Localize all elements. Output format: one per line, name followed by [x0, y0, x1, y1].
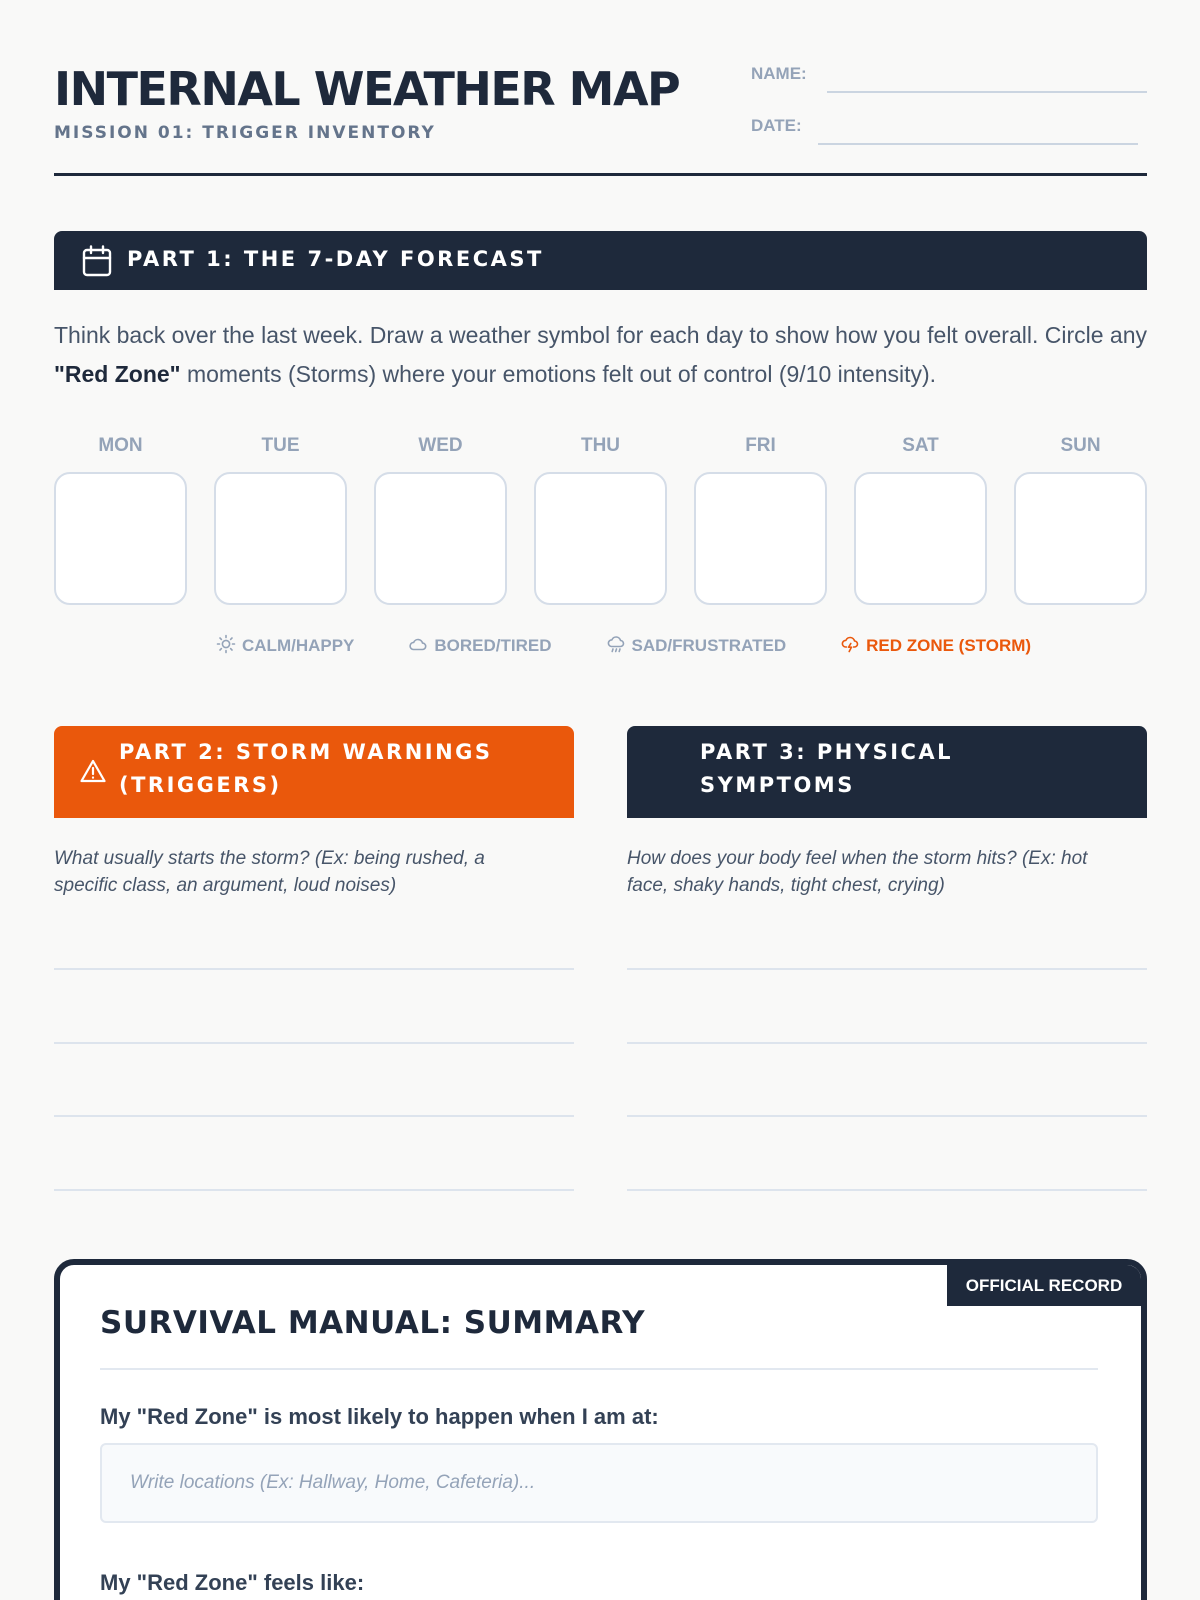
storm-cloud-icon	[840, 634, 866, 659]
part3-title-line1: PART 3: PHYSICAL	[700, 740, 954, 764]
feeling-question: My "Red Zone" feels like:	[100, 1570, 365, 1595]
location-question: My "Red Zone" is most likely to happen when I am at:	[100, 1404, 659, 1429]
day-label: FRI	[745, 435, 776, 456]
day-sun	[1014, 432, 1147, 605]
forecast-grid	[54, 432, 1147, 607]
summary-divider	[100, 1368, 1098, 1370]
name-field[interactable]	[827, 91, 1147, 93]
legend-item	[606, 634, 787, 659]
name-label: NAME:	[751, 64, 807, 83]
day-drawing-box[interactable]	[374, 472, 507, 605]
location-input[interactable]	[100, 1443, 1098, 1523]
part2-title-line1: PART 2: STORM WARNINGS	[119, 740, 493, 764]
day-drawing-box[interactable]	[854, 472, 987, 605]
day-label: THU	[580, 435, 621, 456]
part2-prompt: What usually starts the storm? (Ex: being rushed, a specific class, an argument, loud noises)	[54, 848, 485, 896]
day-label: SAT	[902, 435, 939, 456]
day-drawing-box[interactable]	[54, 472, 187, 605]
page-subtitle: MISSION 01: TRIGGER INVENTORY	[54, 123, 436, 143]
triggers-line-3[interactable]	[54, 1115, 574, 1117]
day-tue	[214, 432, 347, 605]
symptoms-line-2[interactable]	[627, 1042, 1147, 1044]
legend-label: BORED/TIRED	[434, 636, 552, 655]
day-thu	[534, 432, 667, 605]
day-wed	[374, 432, 507, 605]
red-zone-emphasis: "Red Zone"	[54, 361, 181, 387]
day-drawing-box[interactable]	[214, 472, 347, 605]
legend-label: CALM/HAPPY	[242, 636, 355, 655]
warning-icon	[80, 759, 106, 788]
part1-instructions: Think back over the last week. Draw a weather symbol for each day to show how you felt overall. Circle any "Red Zone" moments (Storms) where your emotions felt out of control (9/10 intensity).	[54, 322, 1147, 387]
legend-label: SAD/FRUSTRATED	[631, 636, 787, 655]
part1-header	[54, 231, 1147, 290]
part1-title: PART 1: THE 7-DAY FORECAST	[127, 247, 544, 271]
legend-item	[840, 634, 1031, 659]
part3-title-line2: SYMPTOMS	[700, 773, 855, 797]
part3-header	[627, 726, 1147, 818]
legend-item	[408, 634, 551, 659]
summary-title: SURVIVAL MANUAL: SUMMARY	[100, 1305, 646, 1341]
day-fri	[694, 432, 827, 605]
weather-legend	[216, 634, 1085, 658]
day-label: SUN	[1060, 435, 1101, 456]
part2-header	[54, 726, 574, 818]
official-record-badge: OFFICIAL RECORD	[947, 1265, 1141, 1306]
sun-icon	[216, 634, 242, 659]
day-label: TUE	[261, 435, 300, 456]
day-drawing-box[interactable]	[1014, 472, 1147, 605]
symptoms-line-3[interactable]	[627, 1115, 1147, 1117]
date-field[interactable]	[818, 143, 1138, 145]
calendar-icon	[82, 245, 112, 282]
day-drawing-box[interactable]	[694, 472, 827, 605]
triggers-line-4[interactable]	[54, 1189, 574, 1191]
symptoms-line-1[interactable]	[627, 968, 1147, 970]
triggers-line-2[interactable]	[54, 1042, 574, 1044]
part3-prompt: How does your body feel when the storm hits? (Ex: hot face, shaky hands, tight chest, crying)	[627, 848, 1088, 896]
day-drawing-box[interactable]	[534, 472, 667, 605]
triggers-line-1[interactable]	[54, 968, 574, 970]
worksheet-page	[54, 0, 1147, 1600]
summary-card	[54, 1259, 1147, 1600]
day-label: MON	[98, 435, 143, 456]
day-label: WED	[418, 435, 463, 456]
location-placeholder: Write locations (Ex: Hallway, Home, Cafeteria)...	[130, 1472, 536, 1493]
rain-cloud-icon	[606, 634, 632, 659]
page-title: INTERNAL WEATHER MAP	[54, 62, 680, 116]
legend-label: RED ZONE (STORM)	[866, 636, 1032, 655]
day-mon	[54, 432, 187, 605]
date-label: DATE:	[751, 116, 802, 135]
cloud-icon	[408, 634, 434, 659]
day-sat	[854, 432, 987, 605]
symptoms-line-4[interactable]	[627, 1189, 1147, 1191]
legend-item	[216, 634, 354, 659]
part2-title-line2: (TRIGGERS)	[119, 773, 282, 797]
header-divider	[54, 173, 1147, 176]
